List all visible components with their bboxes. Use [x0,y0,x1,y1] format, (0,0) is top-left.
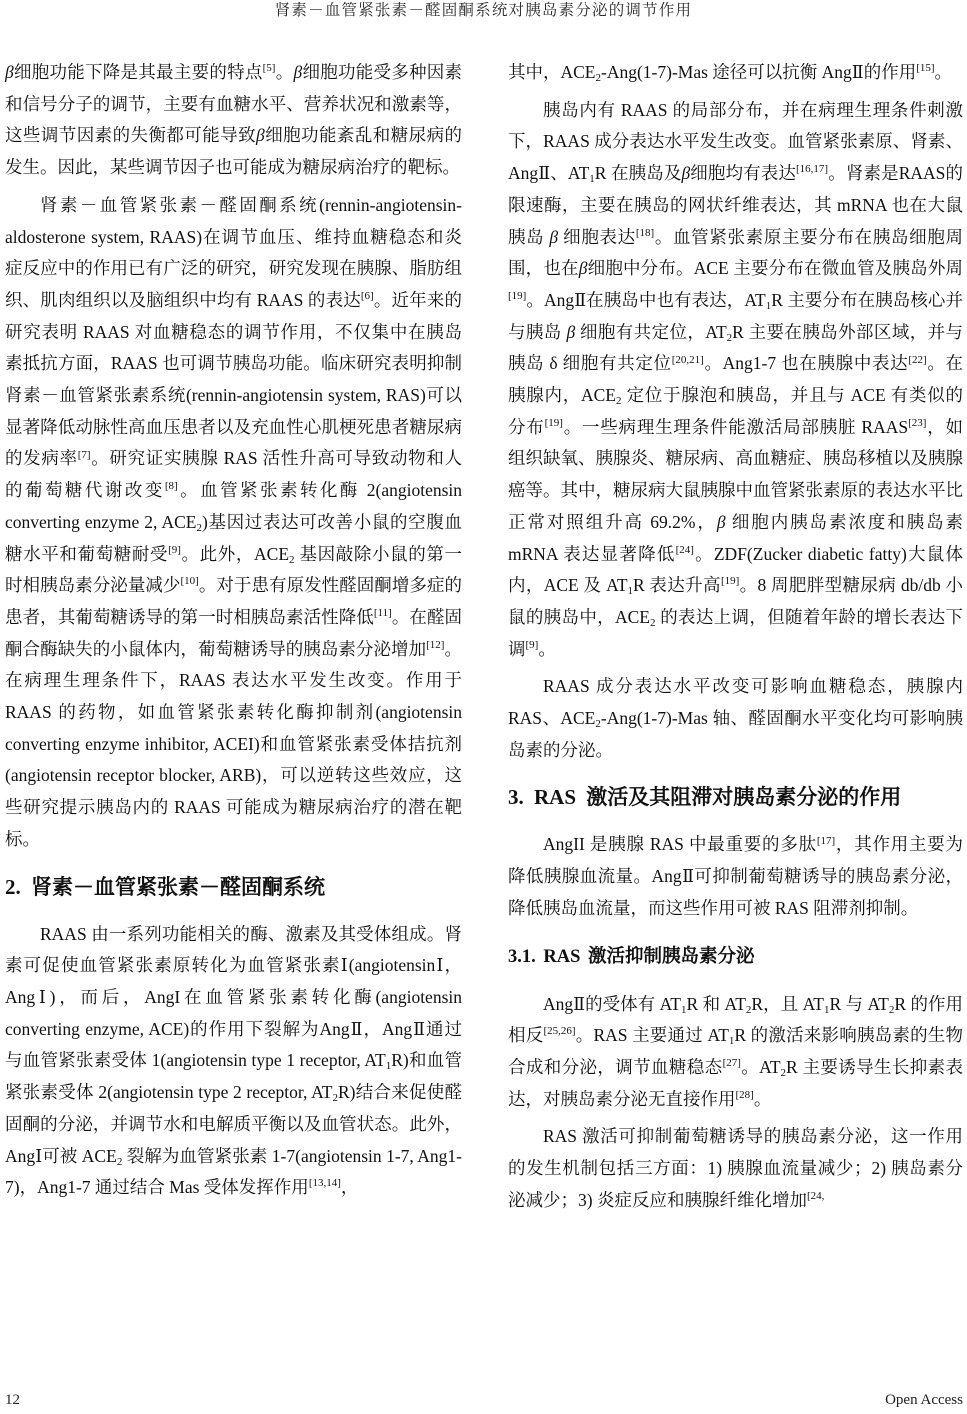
text-run: -Ang(1-7)-Mas 途径可以抗衡 AngⅡ的作用 [601,62,917,82]
continued-paragraph [5,57,462,184]
citation-ref: [19] [544,416,563,429]
text-run: 。AngⅡ在胰岛中也有表达，AT [526,289,766,310]
text-run: R)和血管紧张素受体 2(angiotensin type 2 receptor, AT [5,1050,462,1103]
text-run: RAAS 成分表达水平改变可影响血糖稳态，胰腺内 RAS、ACE [508,676,963,729]
text-run: ，其作用主要为降低胰腺血流量。AngⅡ可抑制葡萄糖诱导的胰岛素分泌，降低胰岛血流量，而这些作用可被 RAS 阻滞剂抑制。 [508,834,963,918]
text-run: 。 [538,638,556,659]
citation-ref: [16,17] [796,163,829,176]
citation-ref: [9] [168,543,181,556]
text-run: 。 [275,62,294,82]
text-run: 。近年来的研究表明 RAAS 对血糖稳态的调节作用，不仅集中在胰岛素抵抗方面，RAAS 也可调节胰岛功能。临床研究表明抑制肾素－血管紧张素系统(rennin-angiotensin system, RAS)可以显著降低动脉性高血压患者以及充血性心肌梗死患者糖尿病的发病率 [5,289,462,469]
text-run: 。 [934,62,953,82]
text-run: 细胞功能受多种因素和信号分子的调节，主要有血糖水平、营养状况和激素等，这些调节因素的失衡都可能导致 [5,62,463,146]
text-run: 。血管紧张素原主要分布在胰岛细胞周围，也在 [508,226,964,279]
text-run: R 和 AT [686,993,746,1014]
text-run: ， [340,1177,359,1198]
subscript: 1 [728,1035,735,1048]
greek-symbol: β [549,226,559,247]
subsection-heading: 3.1. RAS 激活抑制胰岛素分泌 [508,946,755,967]
text-run: R)结合来促使醛固酮的分泌，并调节水和电解质平衡以及血管状态。此外，AngⅠ可被 ACE [5,1082,462,1166]
text-run: )基因过表达可改善小鼠的空腹血糖水平和葡萄糖耐受 [5,511,462,564]
citation-ref: [18] [635,226,655,239]
subscript: 2 [888,1003,895,1016]
citation-ref: [22] [908,353,927,366]
subscript: 2 [595,718,601,731]
subscript: 1 [627,585,634,598]
greek-symbol: β [578,258,588,279]
citation-ref: [24, [806,1189,825,1202]
section-heading: 3. RAS 激活及其阻滞对胰岛素分泌的作用 [508,785,902,810]
citation-ref: [15] [916,62,935,75]
body-paragraph [508,829,963,924]
body-paragraph [508,1121,963,1216]
text-run: 其中，ACE [508,62,596,82]
text-run: 基因敲除小鼠的第一时相胰岛素分泌量减少 [5,543,463,596]
right-text-column [508,57,963,1223]
citation-ref: [13,14] [308,1177,341,1190]
subscript: 2 [615,395,622,408]
subscript: 2 [745,1003,752,1016]
text-run: R 与 AT [829,993,889,1014]
body-paragraph [508,95,963,666]
text-run: 。 [753,1088,772,1109]
text-run: 的表达上调，但随着年龄的增长表达下调 [508,606,964,659]
text-run: R，且 AT [751,993,824,1014]
subscript: 1 [681,1003,687,1016]
citation-ref: [8] [164,480,178,493]
subscript: 2 [780,1067,787,1080]
subscript: 1 [823,1003,830,1016]
citation-ref: [24] [675,543,694,556]
open-access-label: Open Access [885,1392,963,1408]
body-paragraph [508,989,963,1116]
citation-ref: [5] [262,62,276,75]
text-run: R 的作用相反 [508,993,964,1046]
citation-ref: [19] [508,290,527,303]
subscript: 2 [595,72,601,85]
text-run: R 主要在胰岛外部区域，并与胰岛 δ 细胞有共定位 [508,321,964,374]
citation-ref: [17] [816,834,836,847]
text-run: 细胞中分布。ACE 主要分布在微血管及胰岛外周 [587,258,963,279]
text-run: 细胞功能下降是其最主要的特点 [13,62,263,82]
text-run: R 主要诱导生长抑素表达，对胰岛素分泌无直接作用 [508,1056,964,1109]
text-run: AngII 是胰腺 RAS 中最重要的多肽 [543,834,817,855]
text-run: R 主要分布在胰岛核心并与胰岛 [508,289,964,342]
citation-ref: [25,26] [543,1025,576,1038]
text-run: 。ZDF(Zucker diabetic fatty)大鼠体内，ACE 及 AT [508,543,963,596]
text-run: 细胞均有表达 [690,163,797,184]
citation-ref: [12] [426,638,445,651]
text-run: ，如组织缺氧、胰腺炎、糖尿病、高血糖症、胰岛移植以及胰腺癌等。其中，糖尿病大鼠胰腺中血管紧张素原的表达水平比正常对照组升高 69.2%， [508,416,964,532]
text-run: RAAS 由一系列功能相关的酶、激素及其受体组成。肾素可促使血管紧张素原转化为血管紧张素Ⅰ(angiotensinⅠ，AngⅠ)，而后，AngI在血管紧张素转化酶(angiotensin converting enzyme, ACE)的作用下裂解为AngⅡ，AngⅡ通过与血管紧张素受体 1(angiotensin type 1 receptor, AT [5,923,462,1071]
body-paragraph [5,919,462,1204]
text-run: 。RAS 主要通过 AT [575,1025,729,1046]
greek-symbol: β [256,125,265,146]
citation-ref: [19] [720,575,740,588]
subscript: 2 [726,331,733,344]
subscript: 2 [332,1092,338,1105]
text-run: 。在病理生理条件下，RAAS 表达水平发生改变。作用于 RAAS 的药物，如血管紧张素转化酶抑制剂(angiotensin converting enzyme inhibitor, ACEI)和血管紧张素受体拮抗剂(angiotensin receptor blocker, ARB)，可以逆转这些效应，这些研究提示胰岛内的 RAAS 可能成为糖尿病治疗的潜在靶标。 [5,638,462,849]
text-run: 细胞内胰岛素浓度和胰岛素 mRNA 表达显著降低 [508,511,964,564]
citation-ref: [7] [77,448,91,461]
text-run: 。8 周肥胖型糖尿病 db/db 小鼠的胰岛中，ACE [508,575,963,627]
subscript: 2 [650,617,656,630]
text-run: AngⅡ的受体有 AT [543,993,681,1014]
subscript: 2 [196,521,202,534]
text-run: 。研究证实胰腺 RAS 活性升高可导致动物和人的葡萄糖代谢改变 [5,448,462,501]
text-run: 。在胰腺内，ACE [508,353,963,406]
text-run: -Ang(1-7)-Mas 轴、醛固酮水平变化均可影响胰岛素的分泌。 [508,708,963,760]
text-run: 。在醛固酮合酶缺失的小鼠体内，葡萄糖诱导的胰岛素分泌增加 [5,606,463,659]
text-run: 胰岛内有 RAAS 的局部分布，并在病理生理条件刺激下，RAAS 成分表达水平发生改变。血管紧张素原、肾素、AngⅡ、AT [508,99,963,184]
text-run: 。血管紧张素转化酶 2(angiotensin converting enzyme 2, ACE [5,480,463,532]
text-run: 。一些病理生理条件能激活局部胰脏 RAAS [562,416,909,437]
text-run: 。肾素是RAAS的限速酶，主要在胰岛的网状纤维表达，其 mRNA 也在大鼠胰岛 [508,163,963,247]
body-paragraph [5,190,462,856]
text-run: 细胞表达 [558,226,636,247]
page-number: 12 [5,1392,20,1408]
text-run: R 在胰岛及 [594,163,682,184]
text-run: 裂解为血管紧张素 1-7(angiotensin 1-7, Ang1-7)，Ang1-7 通过结合 Mas 受体发挥作用 [5,1145,462,1198]
subscript: 2 [116,1155,123,1168]
citation-ref: [11] [373,607,392,620]
subscript: 1 [765,300,772,312]
left-text-column [5,57,462,1210]
citation-ref: [9] [525,638,539,651]
citation-ref: [20,21] [671,353,704,366]
text-run: R 的激活来影响胰岛素的生物合成和分泌，调节血糖稳态 [508,1025,964,1077]
subscript: 1 [385,1060,392,1073]
greek-symbol: β [566,321,576,342]
citation-ref: [6] [360,290,374,303]
greek-symbol: β [293,62,303,82]
continued-paragraph [508,57,963,89]
text-run: 。AT [740,1056,781,1077]
citation-ref: [23] [908,416,927,429]
greek-symbol: β [716,511,726,532]
section-heading: 2. 肾素－血管紧张素－醛固酮系统 [5,874,325,899]
greek-symbol: β [681,163,691,184]
text-run: 细胞功能紊乱和糖尿病的发生。因此，某些调节因子也可能成为糖尿病治疗的靶标。 [5,125,463,178]
citation-ref: [10] [180,575,199,588]
body-paragraph [508,671,963,766]
text-run: 定位于腺泡和胰岛，并且与 ACE 有类似的分布 [508,385,964,437]
text-run: 。对于患有原发性醛固酮增多症的患者，其葡萄糖诱导的第一时相胰岛素活性降低 [5,575,462,627]
subscript: 2 [289,553,295,566]
citation-ref: [28] [735,1088,754,1101]
text-run: 细胞有共定位，AT [575,321,727,342]
citation-ref: [27] [722,1057,741,1070]
text-run: 肾素－血管紧张素－醛固酮系统(rennin-angiotensin-aldosterone system, RAAS)在调节血压、维持血糖稳态和炎症反应中的作用已有广泛的研究，研究发现在胰腺、脂肪组织、肌肉组织以及脑组织中均有 RAAS 的表达 [5,194,462,310]
subscript: 1 [589,173,595,186]
text-run: 。Ang1-7 也在胰腺中表达 [703,353,909,374]
text-run: R 表达升高 [633,575,721,596]
text-run: 。此外，ACE [180,543,290,564]
text-run: RAS 激活可抑制葡萄糖诱导的胰岛素分泌，这一作用的发生机制包括三方面：1) 胰腺血流量减少；2) 胰岛素分泌减少；3) 炎症反应和胰腺纤维化增加 [508,1126,963,1210]
greek-symbol: β [5,62,14,82]
running-header-title: 肾素－血管紧张素－醛固酮系统对胰岛素分泌的调节作用 [274,2,693,19]
